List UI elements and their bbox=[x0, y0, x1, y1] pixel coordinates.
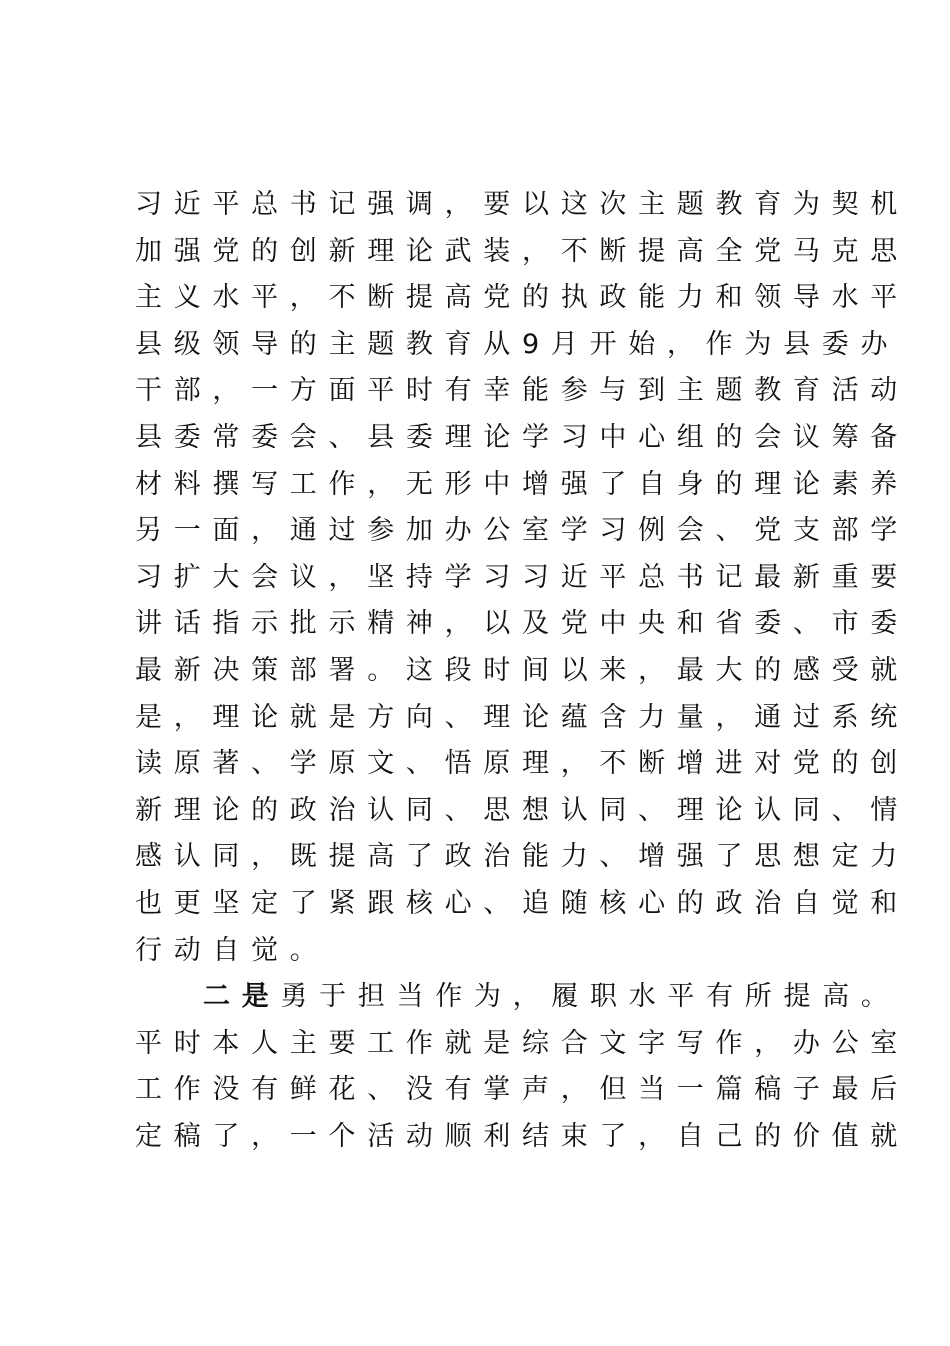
text-line: 最新决策部署。这段时间以来，最大的感受就 bbox=[135, 654, 909, 686]
text-line: 也更坚定了紧跟核心、追随核心的政治自觉和 bbox=[135, 887, 909, 919]
text-line: 干部，一方面平时有幸能参与到主题教育活动 bbox=[135, 375, 909, 407]
body-text bbox=[135, 182, 909, 1160]
text-line: 工作没有鲜花、没有掌声，但当一篇稿子最后 bbox=[135, 1074, 909, 1106]
text-line: 另一面，通过参加办公室学习例会、党支部学 bbox=[135, 515, 909, 547]
text-line: 加强党的创新理论武装，不断提高全党马克思 bbox=[135, 235, 909, 267]
text-line: 习扩大会议，坚持学习习近平总书记最新重要 bbox=[135, 561, 909, 593]
text-line: 感认同，既提高了政治能力、增强了思想定力 bbox=[135, 841, 909, 873]
text-line: 习近平总书记强调，要以这次主题教育为契机 bbox=[135, 189, 909, 220]
section-two-heading: 二是 bbox=[203, 981, 281, 1013]
text-line: 县委常委会、县委理论学习中心组的会议筹备 bbox=[135, 421, 909, 453]
text-line: 主义水平，不断提高党的执政能力和领导水平 bbox=[135, 282, 909, 314]
text-line: 县级领导的主题教育从9月开始，作为县委办 bbox=[135, 328, 900, 360]
text-line: 定稿了，一个活动顺利结束了，自己的价值就 bbox=[135, 1120, 909, 1152]
section-two-line bbox=[135, 974, 900, 1021]
text-line: 新理论的政治认同、思想认同、理论认同、情 bbox=[135, 794, 909, 826]
section-two-heading-rest: 勇于担当作为，履职水平有所提高。 bbox=[280, 981, 900, 1013]
text-line: 材料撰写工作，无形中增强了自身的理论素养 bbox=[135, 468, 909, 500]
text-line: 是，理论就是方向、理论蕴含力量，通过系统 bbox=[135, 701, 909, 733]
text-line: 讲话指示批示精神，以及党中央和省委、市委 bbox=[135, 608, 909, 640]
text-line: 平时本人主要工作就是综合文字写作，办公室 bbox=[135, 1027, 909, 1059]
text-line: 行动自觉。 bbox=[135, 934, 329, 966]
text-line: 读原著、学原文、悟原理，不断增进对党的创 bbox=[135, 748, 909, 780]
